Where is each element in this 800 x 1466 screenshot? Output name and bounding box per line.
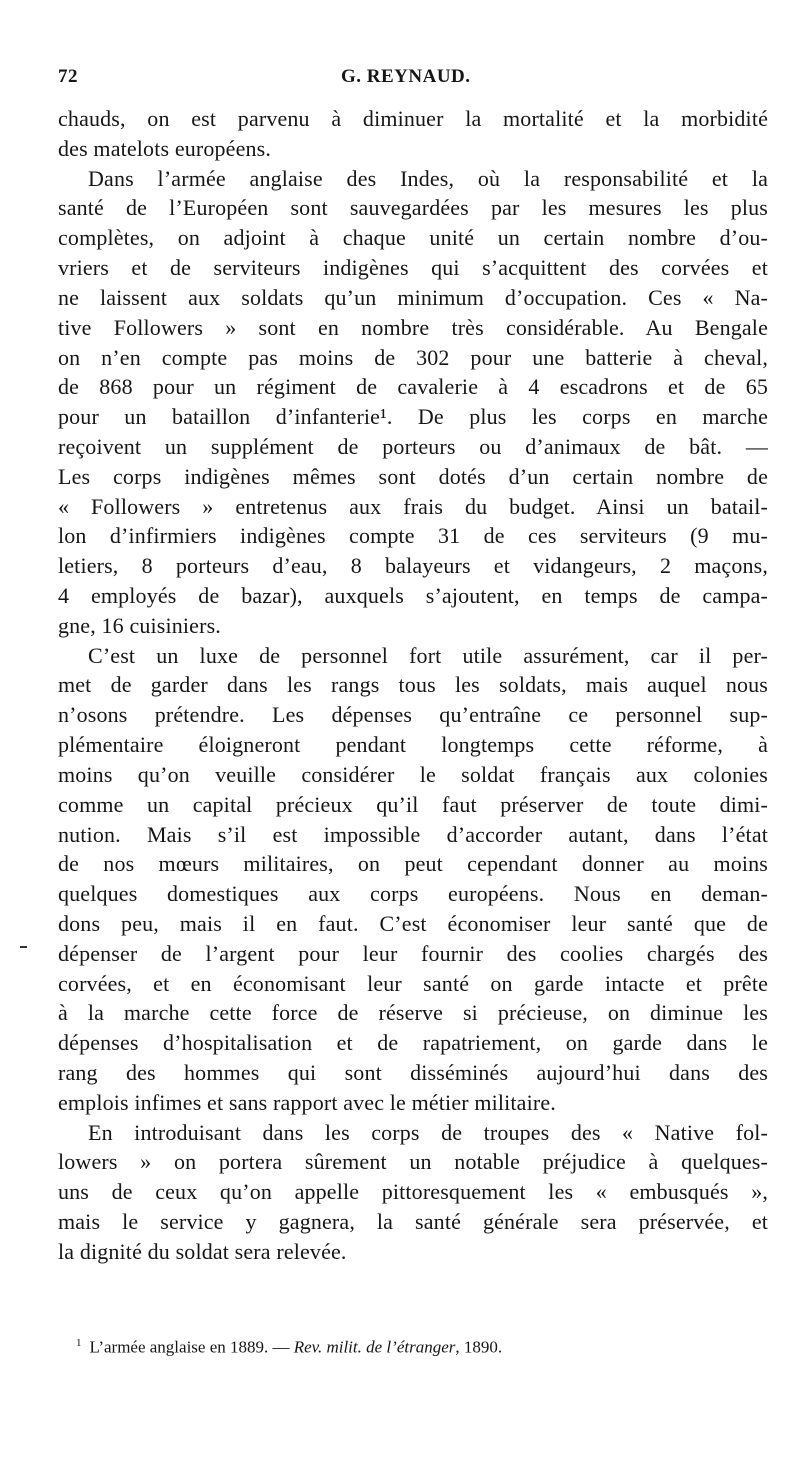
text-line: lowers » on portera sûrement un notable préjudice à quelques- bbox=[58, 1149, 768, 1175]
text-line: C’est un luxe de personnel fort utile assurément, car il per- bbox=[88, 642, 768, 668]
text-line: reçoivent un supplément de porteurs ou d’animaux de bât. — bbox=[58, 433, 768, 459]
text-line: de 868 pour un régiment de cavalerie à 4 escadrons et de 65 bbox=[58, 374, 768, 400]
body-text bbox=[58, 104, 768, 1267]
text-line: En introduisant dans les corps de troupes des « Native fol- bbox=[88, 1119, 768, 1145]
text-line: n’osons prétendre. Les dépenses qu’entraîne ce personnel sup- bbox=[58, 702, 768, 728]
text-line: de nos mœurs militaires, on peut cependant donner au moins bbox=[58, 851, 768, 877]
text-line: Les corps indigènes mêmes sont dotés d’un certain nombre de bbox=[58, 463, 768, 489]
margin-mark bbox=[20, 946, 27, 948]
text-line: à la marche cette force de réserve si précieuse, on diminue les bbox=[58, 1000, 768, 1026]
text-line: ne laissent aux soldats qu’un minimum d’occupation. Ces « Na- bbox=[58, 284, 768, 310]
text-line: la dignité du soldat sera relevée. bbox=[58, 1238, 347, 1264]
footnote-year: , 1890. bbox=[455, 1337, 503, 1357]
text-line: mais le service y gagnera, la santé générale sera préservée, et bbox=[58, 1209, 768, 1235]
text-line: vriers et de serviteurs indigènes qui s’acquittent des corvées et bbox=[58, 255, 768, 281]
footnote bbox=[76, 1337, 502, 1358]
text-line: dépenser de l’argent pour leur fournir des coolies chargés des bbox=[58, 940, 768, 966]
footnote-source: Rev. milit. de l’étranger bbox=[293, 1337, 456, 1357]
footnote-text: L’armée anglaise en 1889. — bbox=[89, 1337, 290, 1357]
text-line: santé de l’Européen sont sauvegardées par les mesures les plus bbox=[58, 195, 768, 221]
text-line: plémentaire éloigneront pendant longtemps cette réforme, à bbox=[58, 732, 768, 758]
text-line: letiers, 8 porteurs d’eau, 8 balayeurs et vidangeurs, 2 maçons, bbox=[58, 553, 768, 579]
text-line: des matelots européens. bbox=[58, 135, 271, 161]
text-line: chauds, on est parvenu à diminuer la mortalité et la morbidité bbox=[58, 106, 768, 131]
text-line: comme un capital précieux qu’il faut préserver de toute dimi- bbox=[58, 791, 768, 817]
text-line: quelques domestiques aux corps européens. Nous en deman- bbox=[58, 881, 768, 907]
page-number: 72 bbox=[58, 66, 78, 87]
text-line: met de garder dans les rangs tous les soldats, mais auquel nous bbox=[58, 672, 768, 698]
text-line: Dans l’armée anglaise des Indes, où la responsabilité et la bbox=[88, 165, 768, 191]
text-line: tive Followers » sont en nombre très considérable. Au Bengale bbox=[58, 314, 768, 340]
text-line: nution. Mais s’il est impossible d’accorder autant, dans l’état bbox=[58, 821, 768, 847]
text-line: gne, 16 cuisiniers. bbox=[58, 612, 221, 638]
text-line: on n’en compte pas moins de 302 pour une batterie à cheval, bbox=[58, 344, 768, 370]
text-line: dons peu, mais il en faut. C’est économiser leur santé que de bbox=[58, 910, 768, 936]
page-header bbox=[58, 60, 768, 94]
text-line: « Followers » entretenus aux frais du budget. Ainsi un batail- bbox=[58, 493, 768, 519]
text-line: pour un bataillon d’infanterie¹. De plus les corps en marche bbox=[58, 404, 768, 430]
text-line: corvées, et en économisant leur santé on garde intacte et prête bbox=[58, 970, 768, 996]
text-line: emplois infimes et sans rapport avec le métier militaire. bbox=[58, 1089, 556, 1115]
text-line: moins qu’on veuille considérer le soldat français aux colonies bbox=[58, 761, 768, 787]
text-line: complètes, on adjoint à chaque unité un certain nombre d’ou- bbox=[58, 225, 768, 251]
text-line: 4 employés de bazar), auxquels s’ajoutent, en temps de campa- bbox=[58, 583, 768, 608]
text-line: lon d’infirmiers indigènes compte 31 de ces serviteurs (9 mu- bbox=[58, 523, 768, 549]
running-head: G. REYNAUD. bbox=[341, 66, 471, 87]
text-line: uns de ceux qu’on appelle pittoresquement les « embusqués », bbox=[58, 1179, 768, 1205]
text-line: rang des hommes qui sont disséminés aujourd’hui dans des bbox=[58, 1060, 768, 1085]
footnote-marker: 1 bbox=[76, 1337, 82, 1349]
text-line: dépenses d’hospitalisation et de rapatriement, on garde dans le bbox=[58, 1030, 768, 1056]
